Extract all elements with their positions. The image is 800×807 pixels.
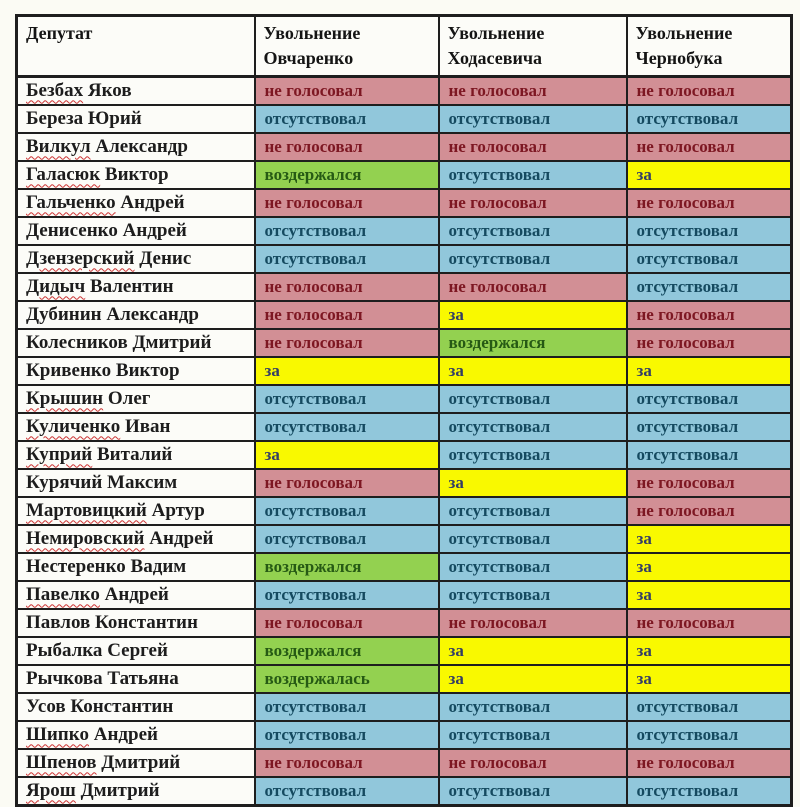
vote-cell: отсутствовал bbox=[439, 497, 627, 525]
table-row bbox=[17, 581, 792, 609]
vote-cell: отсутствовал bbox=[627, 385, 792, 413]
deputy-surname: Павлов bbox=[26, 612, 91, 634]
deputy-surname: Шипко bbox=[26, 724, 89, 746]
vote-cell: воздержался bbox=[255, 553, 439, 581]
vote-cell: отсутствовал bbox=[439, 385, 627, 413]
vote-cell: за bbox=[627, 525, 792, 553]
vote-cell: не голосовал bbox=[627, 329, 792, 357]
vote-cell: отсутствовал bbox=[439, 525, 627, 553]
table-row bbox=[17, 525, 792, 553]
deputy-name-cell: Куприй Виталий bbox=[17, 441, 255, 469]
table-row bbox=[17, 609, 792, 637]
vote-cell: за bbox=[439, 469, 627, 497]
deputy-surname: Береза bbox=[26, 108, 84, 130]
deputy-name-cell: Вилкул Александр bbox=[17, 133, 255, 161]
deputy-name-cell: Рычкова Татьяна bbox=[17, 665, 255, 693]
vote-cell: отсутствовал bbox=[255, 693, 439, 721]
deputy-surname: Курячий bbox=[26, 472, 103, 494]
vote-cell: отсутствовал bbox=[627, 441, 792, 469]
vote-cell: отсутствовал bbox=[627, 245, 792, 273]
table-body bbox=[17, 77, 792, 806]
deputy-name-cell: Колесников Дмитрий bbox=[17, 329, 255, 357]
deputy-name-cell: Ярош Дмитрий bbox=[17, 777, 255, 806]
vote-cell: отсутствовал bbox=[439, 245, 627, 273]
deputy-name-cell: Нестеренко Вадим bbox=[17, 553, 255, 581]
deputy-name-cell: Денисенко Андрей bbox=[17, 217, 255, 245]
deputy-surname: Куприй bbox=[26, 444, 93, 466]
header-row bbox=[17, 16, 792, 77]
vote-cell: воздержался bbox=[255, 637, 439, 665]
vote-cell: не голосовал bbox=[439, 77, 627, 106]
table-row bbox=[17, 749, 792, 777]
deputy-surname: Безбах bbox=[26, 80, 84, 102]
vote-cell: не голосовал bbox=[255, 469, 439, 497]
deputy-name-cell: Береза Юрий bbox=[17, 105, 255, 133]
vote-cell: отсутствовал bbox=[255, 525, 439, 553]
vote-cell: за bbox=[627, 581, 792, 609]
deputy-name-cell: Немировский Андрей bbox=[17, 525, 255, 553]
deputy-surname: Вилкул bbox=[26, 136, 91, 158]
vote-cell: не голосовал bbox=[255, 301, 439, 329]
vote-cell: не голосовал bbox=[439, 609, 627, 637]
vote-cell: воздержался bbox=[439, 329, 627, 357]
vote-cell: не голосовал bbox=[627, 77, 792, 106]
vote-cell: не голосовал bbox=[255, 609, 439, 637]
vote-cell: отсутствовал bbox=[255, 581, 439, 609]
deputy-surname: Рыбалка bbox=[26, 640, 103, 662]
deputy-name-cell: Кривенко Виктор bbox=[17, 357, 255, 385]
table-row bbox=[17, 161, 792, 189]
deputy-surname: Шпенов bbox=[26, 752, 97, 774]
table-row bbox=[17, 105, 792, 133]
vote-cell: отсутствовал bbox=[627, 721, 792, 749]
deputy-surname: Дидыч bbox=[26, 276, 86, 298]
deputy-surname: Немировский bbox=[26, 528, 145, 550]
vote-cell: отсутствовал bbox=[627, 413, 792, 441]
vote-cell: за bbox=[439, 637, 627, 665]
vote-cell: отсутствовал bbox=[439, 581, 627, 609]
vote-cell: отсутствовал bbox=[439, 217, 627, 245]
vote-cell: не голосовал bbox=[255, 329, 439, 357]
vote-cell: не голосовал bbox=[255, 749, 439, 777]
deputy-surname: Денисенко bbox=[26, 220, 118, 242]
column-header-chernobuk: Увольнение Чернобука bbox=[627, 16, 792, 77]
vote-cell: отсутствовал bbox=[255, 217, 439, 245]
deputy-surname: Мартовицкий bbox=[26, 500, 147, 522]
vote-cell: не голосовал bbox=[627, 749, 792, 777]
vote-cell: отсутствовал bbox=[255, 105, 439, 133]
deputy-surname: Крышин bbox=[26, 388, 104, 410]
deputy-name-cell: Галасюк Виктор bbox=[17, 161, 255, 189]
deputy-name-cell: Безбах Яков bbox=[17, 77, 255, 106]
table-row bbox=[17, 385, 792, 413]
vote-cell: отсутствовал bbox=[627, 273, 792, 301]
deputy-name-cell: Мартовицкий Артур bbox=[17, 497, 255, 525]
vote-cell: не голосовал bbox=[627, 609, 792, 637]
vote-cell: отсутствовал bbox=[439, 161, 627, 189]
deputy-name-cell: Усов Константин bbox=[17, 693, 255, 721]
table-row bbox=[17, 721, 792, 749]
table-row bbox=[17, 693, 792, 721]
vote-cell: за bbox=[627, 161, 792, 189]
vote-cell: за bbox=[627, 553, 792, 581]
vote-cell: отсутствовал bbox=[439, 441, 627, 469]
table-row bbox=[17, 413, 792, 441]
table-row bbox=[17, 245, 792, 273]
vote-cell: отсутствовал bbox=[255, 497, 439, 525]
vote-cell: за bbox=[627, 357, 792, 385]
deputy-surname: Колесников bbox=[26, 332, 128, 354]
vote-cell: отсутствовал bbox=[255, 413, 439, 441]
vote-cell: не голосовал bbox=[255, 189, 439, 217]
table-row bbox=[17, 217, 792, 245]
table-row bbox=[17, 441, 792, 469]
deputy-surname: Рычкова bbox=[26, 668, 103, 690]
vote-cell: отсутствовал bbox=[439, 553, 627, 581]
vote-cell: не голосовал bbox=[627, 469, 792, 497]
voting-table bbox=[15, 14, 793, 807]
vote-cell: воздержалась bbox=[255, 665, 439, 693]
deputy-name-cell: Шипко Андрей bbox=[17, 721, 255, 749]
vote-cell: не голосовал bbox=[255, 273, 439, 301]
table-row bbox=[17, 637, 792, 665]
deputy-surname: Куличенко bbox=[26, 416, 121, 438]
table-row bbox=[17, 553, 792, 581]
deputy-surname: Ярош bbox=[26, 780, 76, 802]
vote-cell: отсутствовал bbox=[439, 693, 627, 721]
vote-cell: не голосовал bbox=[439, 273, 627, 301]
table-row bbox=[17, 497, 792, 525]
deputy-surname: Нестеренко bbox=[26, 556, 126, 578]
deputy-name-cell: Павлов Константин bbox=[17, 609, 255, 637]
table-row bbox=[17, 469, 792, 497]
table-row bbox=[17, 77, 792, 106]
table-row bbox=[17, 273, 792, 301]
deputy-name-cell: Дидыч Валентин bbox=[17, 273, 255, 301]
vote-cell: отсутствовал bbox=[255, 777, 439, 806]
deputy-name-cell: Крышин Олег bbox=[17, 385, 255, 413]
deputy-name-cell: Рыбалка Сергей bbox=[17, 637, 255, 665]
vote-cell: не голосовал bbox=[439, 133, 627, 161]
vote-cell: отсутствовал bbox=[255, 721, 439, 749]
vote-cell: не голосовал bbox=[627, 301, 792, 329]
table-row bbox=[17, 133, 792, 161]
vote-cell: отсутствовал bbox=[627, 105, 792, 133]
table-row bbox=[17, 357, 792, 385]
deputy-surname: Галасюк bbox=[26, 164, 101, 186]
deputy-name-cell: Куличенко Иван bbox=[17, 413, 255, 441]
vote-cell: отсутствовал bbox=[439, 105, 627, 133]
vote-cell: отсутствовал bbox=[627, 777, 792, 806]
vote-cell: воздержался bbox=[255, 161, 439, 189]
deputy-name-cell: Шпенов Дмитрий bbox=[17, 749, 255, 777]
vote-cell: не голосовал bbox=[255, 133, 439, 161]
table-row bbox=[17, 777, 792, 806]
deputy-surname: Усов bbox=[26, 696, 66, 718]
vote-cell: отсутствовал bbox=[255, 385, 439, 413]
deputy-name-cell: Гальченко Андрей bbox=[17, 189, 255, 217]
table-row bbox=[17, 189, 792, 217]
column-header-ovcharenko: Увольнение Овчаренко bbox=[255, 16, 439, 77]
vote-cell: отсутствовал bbox=[627, 217, 792, 245]
deputy-surname: Кривенко bbox=[26, 360, 112, 382]
table-header bbox=[17, 16, 792, 77]
table-row bbox=[17, 329, 792, 357]
vote-cell: отсутствовал bbox=[439, 777, 627, 806]
deputy-surname: Дубинин bbox=[26, 304, 102, 326]
vote-cell: не голосовал bbox=[627, 133, 792, 161]
vote-cell: за bbox=[255, 441, 439, 469]
vote-cell: отсутствовал bbox=[255, 245, 439, 273]
vote-cell: не голосовал bbox=[627, 497, 792, 525]
column-header-deputy: Депутат bbox=[17, 16, 255, 77]
deputy-name-cell: Дубинин Александр bbox=[17, 301, 255, 329]
vote-cell: не голосовал bbox=[439, 189, 627, 217]
vote-cell: не голосовал bbox=[255, 77, 439, 106]
vote-cell: отсутствовал bbox=[439, 413, 627, 441]
column-header-khodasevich: Увольнение Ходасевича bbox=[439, 16, 627, 77]
deputy-surname: Дзензерский bbox=[26, 248, 135, 270]
deputy-surname: Павелко bbox=[26, 584, 100, 606]
table-row bbox=[17, 665, 792, 693]
vote-cell: за bbox=[439, 301, 627, 329]
vote-cell: за bbox=[627, 665, 792, 693]
vote-cell: за bbox=[439, 357, 627, 385]
vote-cell: не голосовал bbox=[439, 749, 627, 777]
vote-cell: за bbox=[627, 637, 792, 665]
deputy-name-cell: Курячий Максим bbox=[17, 469, 255, 497]
deputy-name-cell: Павелко Андрей bbox=[17, 581, 255, 609]
vote-cell: отсутствовал bbox=[439, 721, 627, 749]
vote-cell: за bbox=[255, 357, 439, 385]
vote-cell: отсутствовал bbox=[627, 693, 792, 721]
vote-cell: за bbox=[439, 665, 627, 693]
table-row bbox=[17, 301, 792, 329]
deputy-name-cell: Дзензерский Денис bbox=[17, 245, 255, 273]
vote-cell: не голосовал bbox=[627, 189, 792, 217]
deputy-surname: Гальченко bbox=[26, 192, 116, 214]
